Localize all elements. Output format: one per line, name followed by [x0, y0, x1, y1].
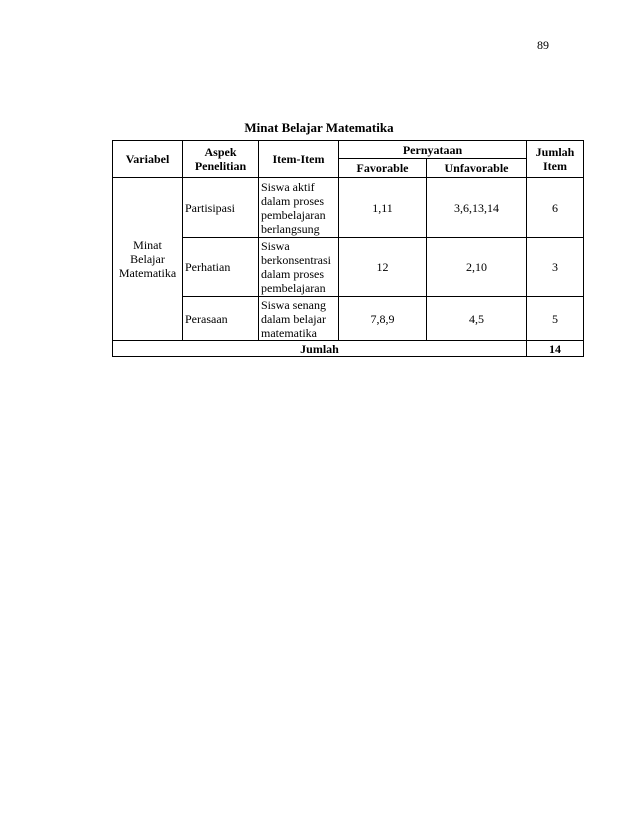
unfavorable-cell: 2,10	[427, 238, 527, 297]
page-number: 89	[537, 38, 549, 52]
jumlah-cell: 6	[527, 178, 584, 238]
favorable-cell: 12	[339, 238, 427, 297]
aspect-table	[112, 140, 584, 357]
header-unfavorable: Unfavorable	[427, 159, 527, 178]
unfavorable-cell: 3,6,13,14	[427, 178, 527, 238]
table-title: Minat Belajar Matematika	[244, 120, 394, 135]
header-favorable: Favorable	[339, 159, 427, 178]
header-pernyataan: Pernyataan	[339, 141, 527, 159]
items-cell: Siswa aktif dalam proses pembelajaran berlangsung	[259, 178, 339, 238]
variabel-cell: Minat Belajar Matematika	[113, 178, 183, 341]
total-label: Jumlah	[113, 341, 527, 357]
favorable-cell: 7,8,9	[339, 297, 427, 341]
header-jumlah-item: Jumlah Item	[527, 141, 584, 178]
header-variabel: Variabel	[113, 141, 183, 178]
jumlah-cell: 3	[527, 238, 584, 297]
header-aspek: Aspek Penelitian	[183, 141, 259, 178]
table-row	[113, 297, 584, 341]
table-row	[113, 178, 584, 238]
favorable-cell: 1,11	[339, 178, 427, 238]
unfavorable-cell: 4,5	[427, 297, 527, 341]
aspek-cell: Perasaan	[183, 297, 259, 341]
table-row	[113, 238, 584, 297]
header-item-item: Item-Item	[259, 141, 339, 178]
items-cell: Siswa senang dalam belajar matematika	[259, 297, 339, 341]
total-value: 14	[527, 341, 584, 357]
total-row	[113, 341, 584, 357]
aspek-cell: Perhatian	[183, 238, 259, 297]
jumlah-cell: 5	[527, 297, 584, 341]
aspek-cell: Partisipasi	[183, 178, 259, 238]
items-cell: Siswa berkonsentrasi dalam proses pembelajaran	[259, 238, 339, 297]
